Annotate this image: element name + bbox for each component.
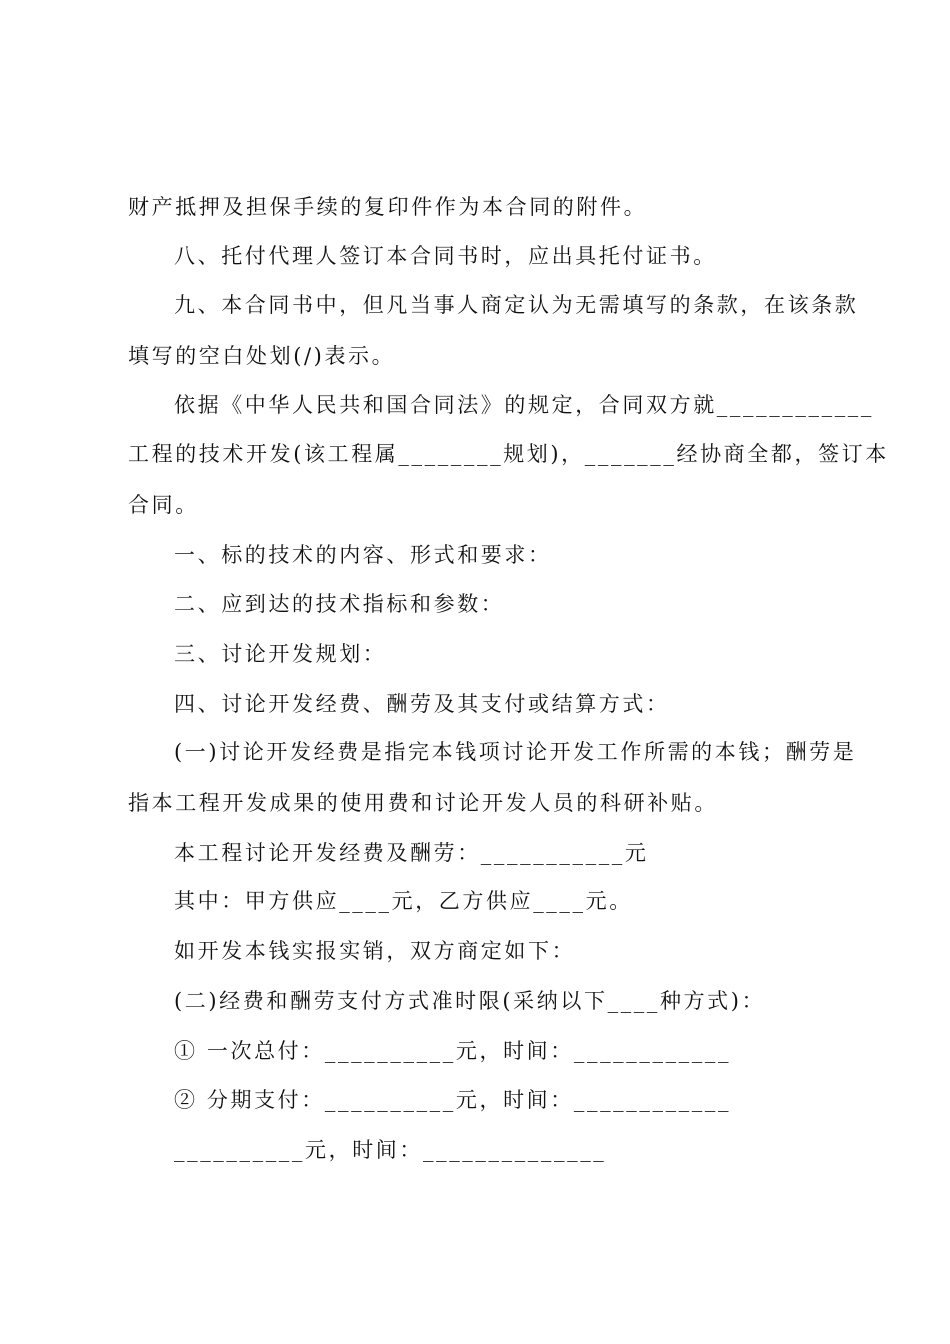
text-line: 四、讨论开发经费、酬劳及其支付或结算方式： [174, 692, 670, 716]
text-line: 其中：甲方供应____元，乙方供应____元。 [174, 889, 633, 913]
text-line: 八、托付代理人签订本合同书时，应出具托付证书。 [174, 244, 717, 268]
text-line: 一、标的技术的内容、形式和要求： [174, 543, 552, 567]
text-line: (一)讨论开发经费是指完本钱项讨论开发工作所需的本钱；酬劳是 [174, 740, 857, 764]
text-line: 九、本合同书中，但凡当事人商定认为无需填写的条款，在该条款 [174, 293, 859, 317]
text-line: (二)经费和酬劳支付方式准时限(采纳以下____种方式)： [174, 989, 766, 1013]
text-line: 如开发本钱实报实销，双方商定如下： [174, 939, 576, 963]
text-line: 二、应到达的技术指标和参数： [174, 592, 505, 616]
text-line: ② 分期支付：__________元，时间：____________ [174, 1088, 732, 1112]
text-line: 依据《中华人民共和国合同法》的规定，合同双方就____________ [174, 393, 874, 417]
text-line: 财产抵押及担保手续的复印件作为本合同的附件。 [128, 195, 648, 219]
text-line: ① 一次总付：__________元，时间：____________ [174, 1039, 732, 1063]
text-line: 本工程讨论开发经费及酬劳：___________元 [174, 841, 649, 865]
text-line: 三、讨论开发规划： [174, 642, 387, 666]
text-line: 合同。 [128, 493, 199, 517]
text-line: 填写的空白处划(/)表示。 [128, 344, 396, 368]
text-line: 工程的技术开发(该工程属________规划)，_______经协商全都，签订本 [128, 442, 889, 466]
text-line: __________元，时间：______________ [174, 1138, 607, 1162]
text-line: 指本工程开发成果的使用费和讨论开发人员的科研补贴。 [128, 791, 718, 815]
